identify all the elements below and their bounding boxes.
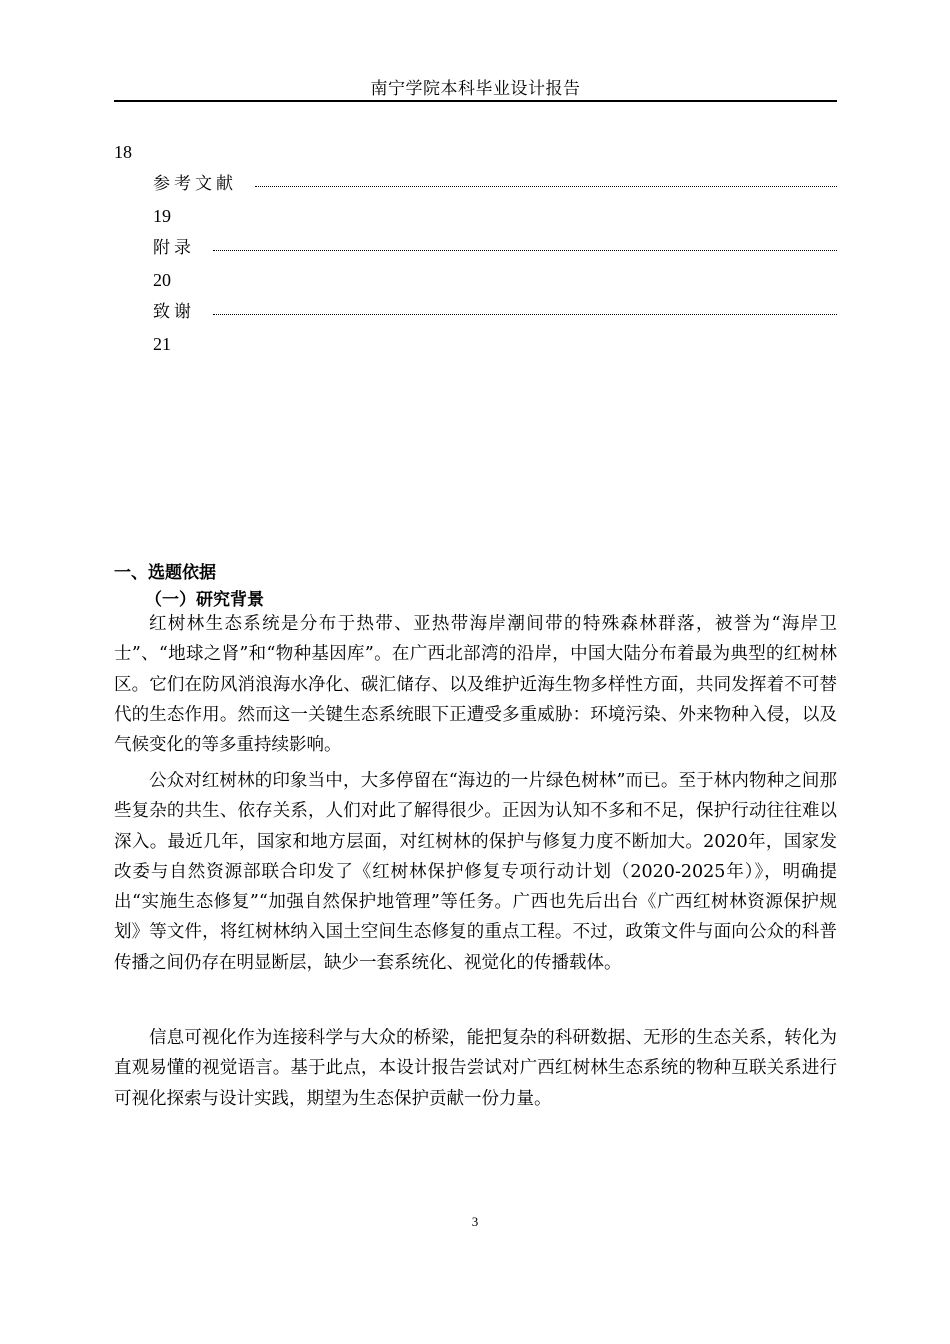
toc-entry-appendix[interactable] — [153, 240, 837, 257]
body-paragraph: 信息可视化作为连接科学与大众的桥梁，能把复杂的科研数据、无形的生态关系，转化为直观易懂的视觉语言。基于此点，本设计报告尝试对广西红树林生态系统的物种互联关系进行可视化探索与设计实践，期望为生态保护贡献一份力量。 — [114, 1028, 837, 1109]
toc-entry-label: 参考文献 — [153, 174, 237, 194]
toc-entry-references[interactable] — [153, 176, 837, 193]
running-header: 南宁学院本科毕业设计报告 — [370, 79, 581, 99]
toc-entry-page-number: 21 — [153, 334, 171, 354]
toc-entry-label: 附录 — [153, 238, 195, 258]
header-rule — [114, 100, 837, 102]
toc-entry-page-number: 19 — [153, 206, 171, 226]
toc-entry-acknowledgements[interactable] — [153, 304, 837, 321]
toc-lead-page-number: 18 — [114, 142, 132, 162]
section-heading: 一、选题依据 — [114, 563, 216, 583]
toc-entry-page-number: 20 — [153, 270, 171, 290]
toc-leader-dots — [213, 248, 837, 251]
body-paragraph: 公众对红树林的印象当中，大多停留在“海边的一片绿色树林”而已。至于林内物种之间那些复杂的共生、依存关系，人们对此了解得很少。正因为认知不多和不足，保护行动往往难以深入。最近几年，国家和地方层面，对红树林的保护与修复力度不断加大。2020年，国家发改委与自然资源部联合印发了《红树林保护修复专项行动计划（2020-2025年）》，明确提出“实施生态修复”“加强自然保护地管理”等任务。广西也先后出台《广西红树林资源保护规划》等文件，将红树林纳入国土空间生态修复的重点工程。不过，政策文件与面向公众的科普传播之间仍存在明显断层，缺少一套系统化、视觉化的传播载体。 — [114, 771, 837, 973]
page-number: 3 — [471, 1214, 479, 1229]
toc-entry-label: 致谢 — [153, 302, 195, 322]
body-paragraph: 红树林生态系统是分布于热带、亚热带海岸潮间带的特殊森林群落，被誉为“海岸卫士”、“地球之肾”和“物种基因库”。在广西北部湾的沿岸，中国大陆分布着最为典型的红树林区。它们在防风消浪海水净化、碳汇储存、以及维护近海生物多样性方面，共同发挥着不可替代的生态作用。然而这一关键生态系统眼下正遭受多重威胁：环境污染、外来物种入侵，以及气候变化的等多重持续影响。 — [114, 614, 837, 756]
subsection-heading: （一）研究背景 — [145, 590, 264, 610]
toc-leader-dots — [213, 312, 837, 315]
toc-leader-dots — [255, 184, 837, 187]
